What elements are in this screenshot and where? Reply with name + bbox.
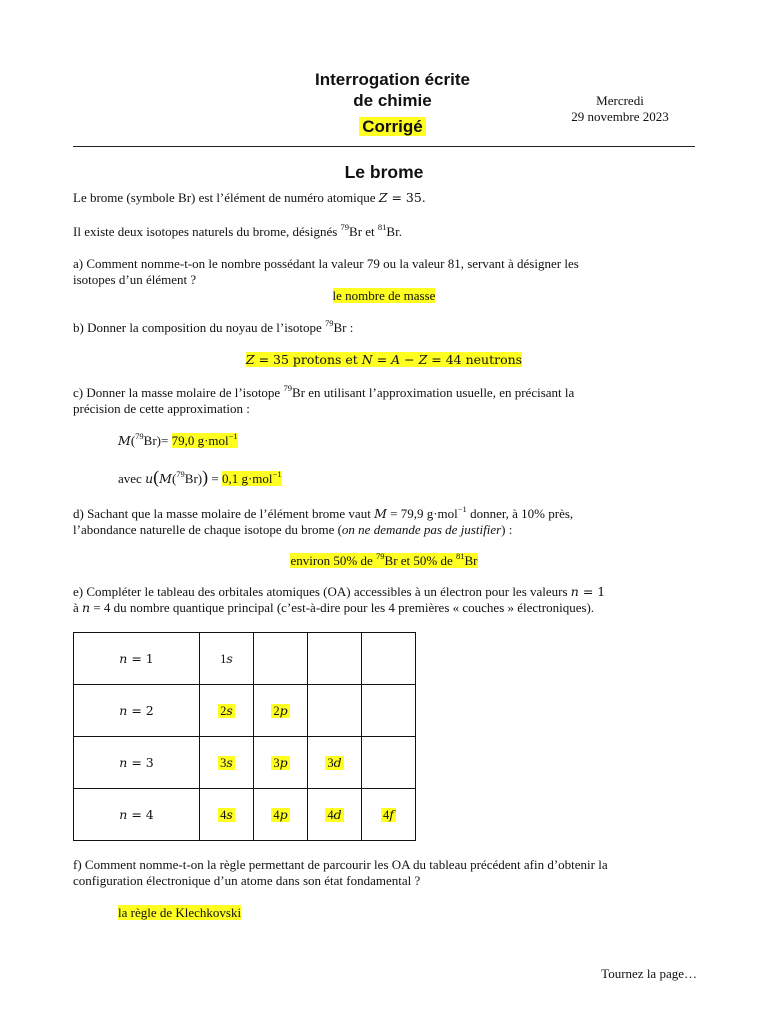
question-d-line-2: l’abondance naturelle de chaque isotope du brome (on ne demande pas de justifier) :	[73, 522, 513, 537]
question-f-line-1: f) Comment nomme-t-on la règle permettant de parcourir les OA du tableau précédent afin d’obtenir la	[73, 857, 608, 872]
footer-turn-page: Tournez la page…	[601, 966, 697, 981]
orbital-cell: 4s	[200, 789, 254, 841]
question-a-line-2: isotopes d’un élément ?	[73, 272, 197, 287]
orbital-cell: 3p	[254, 737, 308, 789]
orbital-cell	[308, 633, 362, 685]
orbital-cell	[254, 633, 308, 685]
orbital-table	[73, 632, 416, 841]
orbital-cell	[362, 633, 416, 685]
date-weekday: Mercredi	[596, 93, 644, 108]
orbital-cell: 3d	[308, 737, 362, 789]
answer-f: la règle de Klechkovski	[118, 905, 242, 920]
section-title: Le brome	[344, 162, 424, 182]
question-c-line-2: précision de cette approximation :	[73, 401, 250, 416]
corrige-label: Corrigé	[359, 117, 425, 136]
answer-d: environ 50% de $^{79}$Br et 50% de $^{81}$Br	[290, 550, 478, 568]
orbital-cell: 1s	[200, 633, 254, 685]
orbital-cell: 3s	[200, 737, 254, 789]
question-d-line-1: d) Sachant que la masse molaire de l’élément brome vaut M = 79,9 g·mol$^{-1}$ donner, à 10% près,	[73, 503, 574, 521]
table-row	[74, 737, 416, 789]
title-line-2: de chimie	[353, 91, 432, 110]
orbital-cell: 4d	[308, 789, 362, 841]
question-a-line-1: a) Comment nomme-t-on le nombre possédant la valeur 79 ou la valeur 81, servant à désigner les	[73, 256, 579, 271]
orbital-cell: 4p	[254, 789, 308, 841]
table-row	[74, 633, 416, 685]
orbital-cell: 2p	[254, 685, 308, 737]
n-value-cell: n = 3	[74, 737, 200, 789]
n-value-cell: n = 1	[74, 633, 200, 685]
header-divider	[73, 146, 695, 147]
n-value-cell: n = 2	[74, 685, 200, 737]
table-row	[74, 685, 416, 737]
answer-a: le nombre de masse	[332, 288, 436, 303]
question-b: b) Donner la composition du noyau de l’isotope $^{79}$Br :	[73, 317, 354, 335]
page-title	[250, 69, 535, 137]
question-f-line-2: configuration électronique d’un atome dans son état fondamental ?	[73, 873, 421, 888]
answer-c-molar-mass: M($^{79}$Br)= 79,0 g·mol$^{-1}$	[118, 430, 238, 448]
table-row	[74, 789, 416, 841]
question-e-line-2: à n = 4 du nombre quantique principal (c’est-à-dire pour les 4 premières « couches » électroniques).	[73, 600, 595, 615]
orbital-cell: 4f	[362, 789, 416, 841]
intro-paragraph-1: Le brome (symbole Br) est l’élément de numéro atomique Z = 35.	[73, 190, 426, 205]
answer-c-uncertainty: avec u(M($^{79}$Br)) = 0,1 g·mol$^{-1}$	[118, 467, 282, 487]
orbital-cell: 2s	[200, 685, 254, 737]
orbital-cell	[362, 737, 416, 789]
orbital-cell	[362, 685, 416, 737]
question-e-line-1: e) Compléter le tableau des orbitales atomiques (OA) accessibles à un électron pour les valeurs n = 1	[73, 584, 606, 599]
answer-b: Z = 35 protons et N = A − Z = 44 neutrons	[245, 352, 523, 367]
question-c-line-1: c) Donner la masse molaire de l’isotope $^{79}$Br en utilisant l’approximation usuelle, en précisant la	[73, 382, 575, 400]
orbital-cell	[308, 685, 362, 737]
date-block	[540, 93, 700, 125]
n-value-cell: n = 4	[74, 789, 200, 841]
title-line-1: Interrogation écrite	[315, 70, 470, 89]
intro-paragraph-2: Il existe deux isotopes naturels du brome, désignés $^{79}$Br et $^{81}$Br.	[73, 221, 402, 239]
date-full: 29 novembre 2023	[571, 109, 669, 124]
